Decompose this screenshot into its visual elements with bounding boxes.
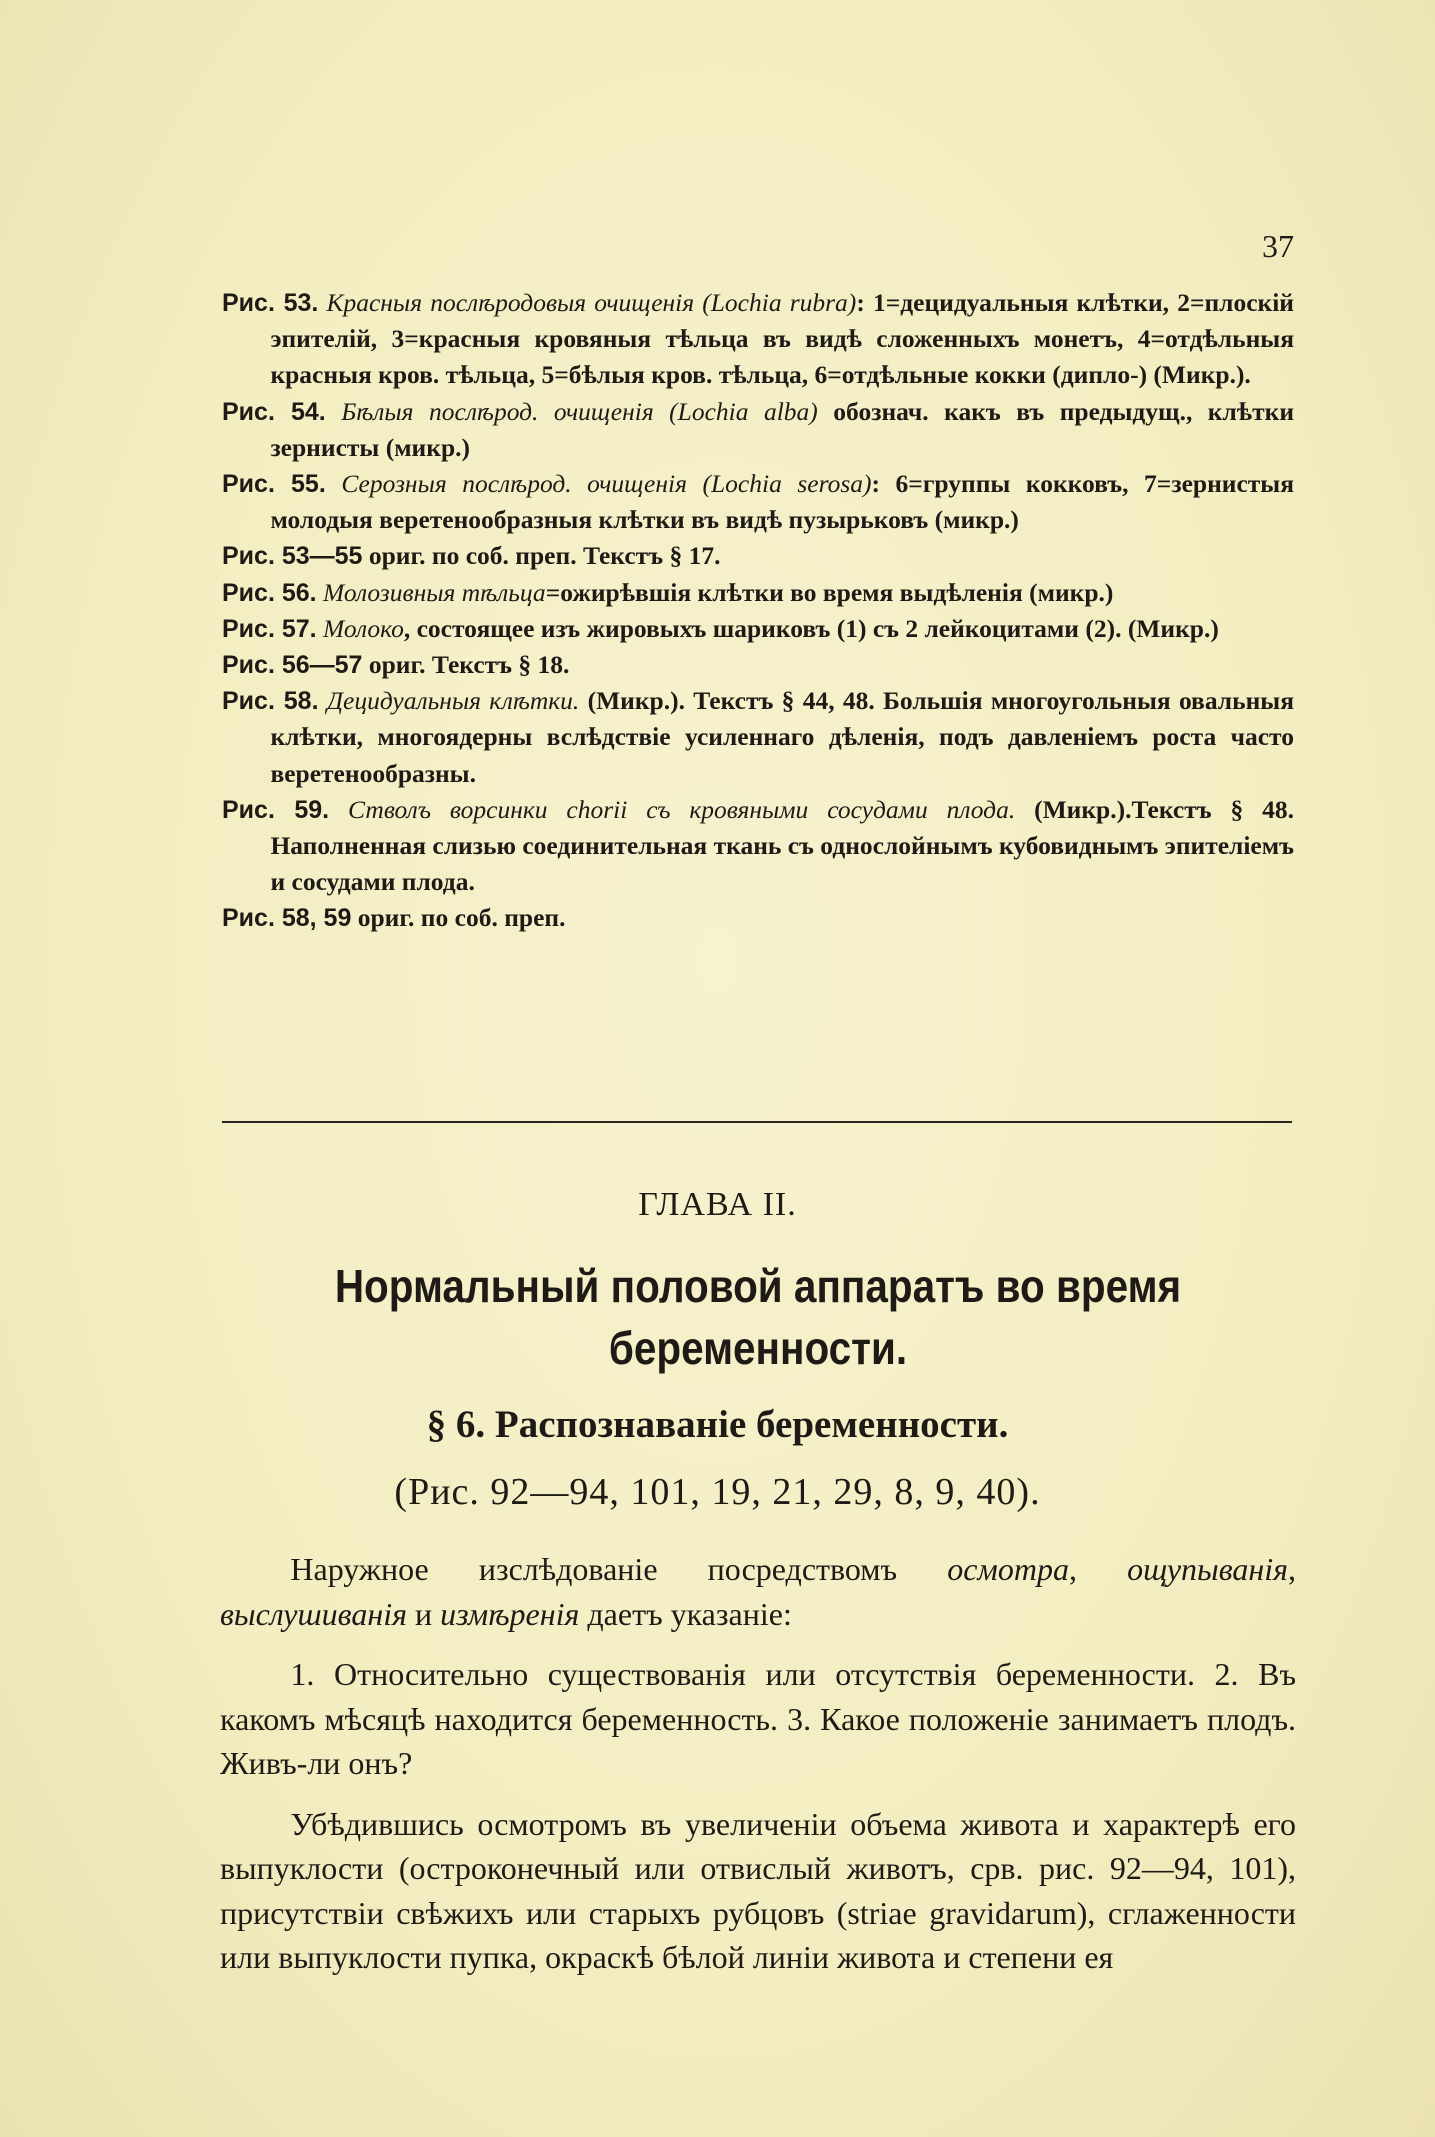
caption-label: Рис. 54.	[222, 397, 326, 426]
italic-run: выслушиванія	[220, 1595, 407, 1632]
caption-italic: Децидуальныя клѣтки.	[326, 686, 580, 716]
text-run: ,	[1288, 1551, 1296, 1587]
caption-text: =ожирѣвшія клѣтки во время выдѣленія (микр.)	[545, 577, 1114, 607]
caption-56	[222, 575, 1294, 611]
caption-label: Рис. 59.	[222, 795, 330, 824]
caption-label: Рис. 56.	[222, 578, 317, 607]
text-run: даетъ указаніе:	[579, 1595, 792, 1632]
caption-label: Рис. 57.	[222, 614, 317, 643]
section-heading: § 6. Распознаванiе беременности.	[426, 1403, 1009, 1446]
body-paragraph	[220, 1652, 1296, 1786]
caption-text: : 6=группы кокковъ, 7=зернистыя молодыя веретенообразныя клѣтки въ видѣ пузырьковъ (микр.)	[270, 469, 1294, 535]
italic-run: осмотра	[947, 1551, 1069, 1587]
caption-56-57	[222, 647, 1294, 683]
caption-text: : 1=децидуальныя клѣтки, 2=плоскій эпителій, 3=красныя кровяныя тѣльца въ видѣ сложенныхъ монетъ, 4=отдѣльныя красныя кров. тѣльца, 5=бѣлыя кров. тѣльца, 6=отдѣльные кокки (дипло-) (Микр.).	[270, 288, 1295, 390]
caption-label: Рис. 58, 59	[222, 904, 352, 933]
caption-text: обознач. какъ въ предыдущ., клѣтки зернисты (микр.)	[270, 396, 1295, 462]
caption-text: ориг. по соб. преп. Текстъ § 17.	[362, 541, 721, 571]
figure-references: (Рис. 92—94, 101, 19, 21, 29, 8, 9, 40).	[394, 1471, 1041, 1513]
caption-53	[222, 285, 1294, 394]
caption-label: Рис. 53—55	[222, 542, 363, 571]
caption-label: Рис. 56—57	[222, 651, 363, 680]
horizontal-rule	[222, 1121, 1292, 1123]
caption-text: ориг. по соб. преп.	[351, 903, 566, 933]
text-run: и	[406, 1595, 441, 1632]
text-run: Наружное изслѣдованіе посредствомъ	[290, 1551, 948, 1587]
caption-italic: Молозивныя тѣльца	[322, 577, 546, 607]
caption-italic: Молоко	[322, 613, 404, 643]
caption-53-55	[222, 538, 1294, 574]
caption-59	[222, 792, 1294, 901]
caption-text: , состоящее изъ жировыхъ шариковъ (1) съ 2 лейкоцитами (2). (Микр.)	[403, 613, 1219, 643]
caption-italic: Красныя послѣродовыя очищенія (Lochia rubra)	[326, 288, 857, 317]
caption-55	[222, 466, 1294, 538]
text-run: 1. Относительно существованія или отсутствія беременности. 2. Въ какомъ мѣсяцѣ находится беременность. 3. Какое положеніе занимаетъ плодъ. Живъ-ли онъ?	[220, 1656, 1296, 1781]
caption-57	[222, 611, 1294, 647]
text-run: Убѣдившись осмотромъ въ увеличеніи объема живота и характерѣ его выпуклости (остроконечный или отвислый животъ, срв. рис. 92—94, 101), присутствіи свѣжихъ или старыхъ рубцовъ (striae gravidarum), сглаженности или выпуклости пупка, окраскѣ бѣлой линіи живота и степени ея	[220, 1805, 1296, 1975]
caption-text: ориг. Текстъ § 18.	[362, 650, 570, 680]
chapter-title: Нормальный половой аппаратъ во время беременности.	[334, 1260, 1182, 1374]
caption-text: (Микр.).Текстъ § 48. Наполненная слизью соединительная ткань съ однослойнымъ кубовиднымъ эпителіемъ и сосудами плода.	[270, 794, 1295, 897]
page-number: 37	[1262, 228, 1294, 264]
text-run: ,	[1068, 1551, 1128, 1587]
caption-label: Рис. 58.	[222, 687, 319, 716]
caption-text: (Микр.). Текстъ § 44, 48. Большія многоугольныя овальныя клѣтки, многоядерны вслѣдствіе усиленнаго дѣленія, подъ давленіемъ роста часто веретенообразны.	[270, 686, 1294, 788]
body-paragraph	[220, 1547, 1296, 1636]
caption-italic: Серозныя послѣрод. очищенія (Lochia serosa)	[341, 469, 872, 499]
chapter-heading: ГЛАВА II.	[638, 1186, 797, 1223]
caption-54	[222, 394, 1294, 466]
italic-run: измѣренія	[440, 1595, 580, 1632]
body-text	[220, 1547, 1296, 1996]
caption-58-59	[222, 900, 1294, 936]
caption-58	[222, 683, 1294, 792]
caption-italic: Бѣлыя послѣрод. очищенія (Lochia alba)	[341, 396, 818, 426]
caption-label: Рис. 53.	[222, 289, 319, 317]
caption-label: Рис. 55.	[222, 470, 326, 499]
figure-captions	[222, 285, 1294, 937]
caption-italic: Стволъ ворсинки chorii съ кровяными сосудами плода.	[348, 794, 1016, 824]
body-paragraph	[220, 1802, 1296, 1980]
italic-run: ощупыванія	[1127, 1551, 1288, 1587]
